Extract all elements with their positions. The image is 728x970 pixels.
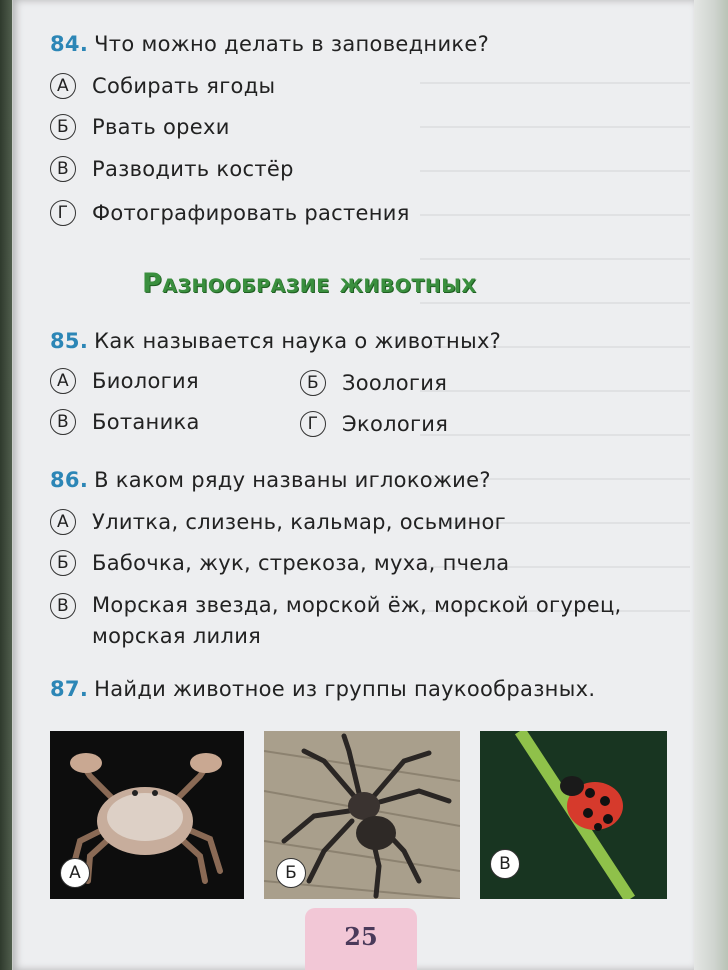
answer-option[interactable] <box>50 550 509 576</box>
option-letter-circle: Г <box>300 411 326 437</box>
option-letter-circle: А <box>50 368 76 394</box>
question-text: Что можно делать в заповеднике? <box>94 32 490 56</box>
answer-option[interactable] <box>50 590 680 652</box>
page-number-tab <box>305 908 417 970</box>
option-text: Разводить костёр <box>92 157 294 181</box>
photo-option-c[interactable] <box>480 731 667 899</box>
option-text: Рвать орехи <box>92 115 230 139</box>
option-text: Морская звезда, морской ёж, морской огурец, морская лилия <box>92 593 622 648</box>
question-number: 86. <box>50 468 89 492</box>
answer-option[interactable] <box>50 200 410 226</box>
option-text: Зоология <box>342 371 448 395</box>
option-text: Улитка, слизень, кальмар, осьминог <box>92 510 506 534</box>
option-letter-circle: А <box>50 73 76 99</box>
photo-option-a[interactable] <box>50 731 244 899</box>
answer-option[interactable] <box>50 368 199 394</box>
section-title: Разнообразие животных <box>142 268 477 299</box>
option-text: Собирать ягоды <box>92 74 276 98</box>
book-right-edge <box>694 0 728 970</box>
question-87 <box>50 677 595 701</box>
option-text: Экология <box>342 412 449 436</box>
option-letter-circle: А <box>50 509 76 535</box>
page-number: 25 <box>344 922 378 951</box>
photo-option-b[interactable] <box>264 731 460 899</box>
photo-letter-badge: Б <box>276 858 306 888</box>
answer-option[interactable] <box>300 370 447 396</box>
option-letter-circle: В <box>50 156 76 182</box>
option-letter-circle: Б <box>50 550 76 576</box>
answer-option[interactable] <box>50 114 230 140</box>
question-86 <box>50 468 491 492</box>
option-letter-circle: В <box>50 593 76 619</box>
answer-option[interactable] <box>50 73 275 99</box>
question-text: Найди животное из группы паукообразных. <box>94 677 596 701</box>
option-letter-circle: Б <box>300 370 326 396</box>
question-number: 84. <box>50 32 89 56</box>
photo-letter-badge: В <box>490 849 520 879</box>
answer-option[interactable] <box>300 411 448 437</box>
option-text: Биология <box>92 369 199 393</box>
option-text: Ботаника <box>92 410 200 434</box>
option-letter-circle: Б <box>50 114 76 140</box>
question-text: В каком ряду названы иглокожие? <box>94 468 491 492</box>
question-85 <box>50 329 501 353</box>
photo-letter-badge: А <box>60 858 90 888</box>
option-text: Фотографировать растения <box>92 201 410 225</box>
option-letter-circle: Г <box>50 200 76 226</box>
answer-option[interactable] <box>50 409 200 435</box>
question-text: Как называется наука о животных? <box>94 329 502 353</box>
question-number: 87. <box>50 677 89 701</box>
answer-option[interactable] <box>50 509 506 535</box>
answer-option[interactable] <box>50 156 294 182</box>
question-84 <box>50 32 489 56</box>
question-number: 85. <box>50 329 89 353</box>
option-text: Бабочка, жук, стрекоза, муха, пчела <box>92 551 510 575</box>
option-letter-circle: В <box>50 409 76 435</box>
